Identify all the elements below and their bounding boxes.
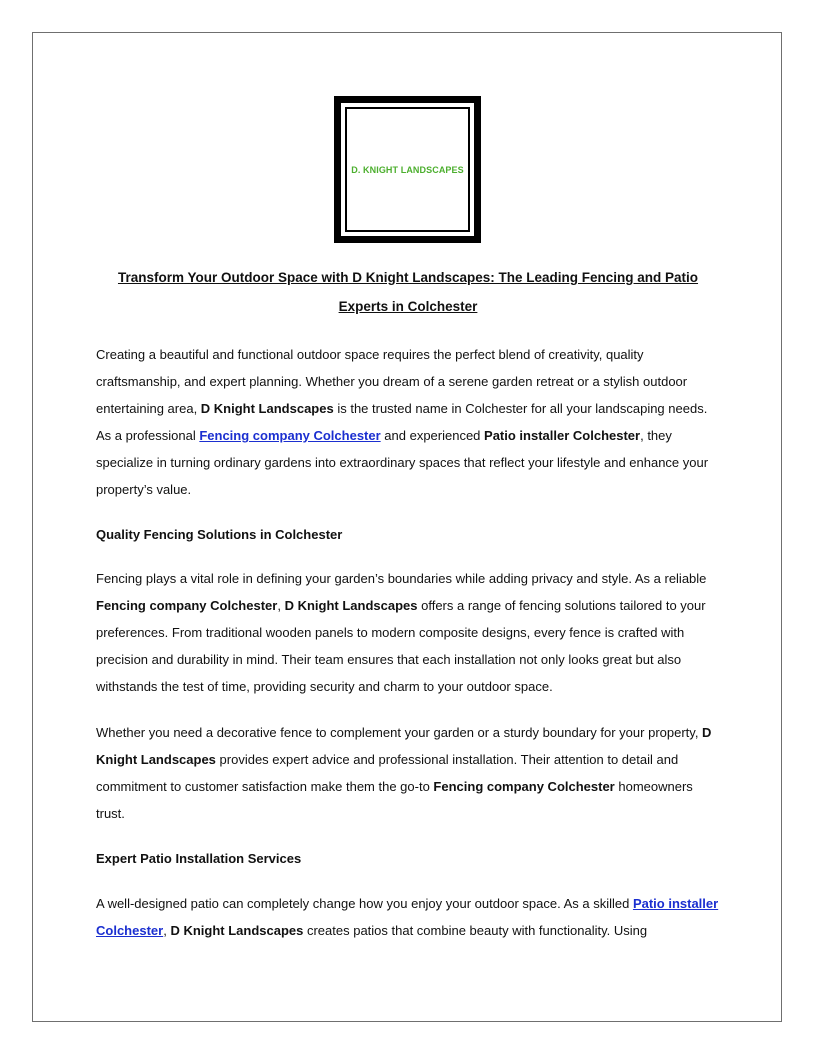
intro-paragraph: Creating a beautiful and functional outdoor space requires the perfect blend of creativity, quality craftsmanship, and expert planning. Whether you dream of a serene garden retreat or a stylish outdoor entertaining area, D Knight Landscapes is the trusted name in Colchester for all your landscaping needs. As a professional Fencing company Colchester and experienced Patio installer Colchester, they specialize in turning ordinary gardens into extraordinary spaces that reflect your lifestyle and enhance your property’s value.	[96, 347, 709, 497]
title-line-2: Experts in Colchester	[338, 299, 478, 314]
logo-text: D. KNIGHT LANDSCAPES	[351, 164, 464, 175]
patio-paragraph: A well-designed patio can completely change how you enjoy your outdoor space. As a skilled Patio installer Colchester, D Knight Landscapes creates patios that combine beauty with functionality. Using	[96, 896, 719, 938]
patio-installer-bold: Patio installer Colchester	[484, 428, 641, 443]
company-logo	[334, 96, 481, 243]
page-title	[96, 263, 720, 321]
section-heading-patio: Expert Patio Installation Services	[96, 851, 302, 866]
fencing-paragraph: Fencing plays a vital role in defining your garden’s boundaries while adding privacy and style. As a reliable Fencing company Colchester, D Knight Landscapes offers a range of fencing solutions tailored to your preferences. From traditional wooden panels to modern composite designs, every fence is crafted with precision and durability in mind. Their team ensures that each installation not only looks great but also withstands the test of time, providing security and charm to your outdoor space.	[96, 571, 707, 694]
brand-name: D Knight Landscapes	[200, 401, 334, 416]
fencing-paragraph-2: Whether you need a decorative fence to complement your garden or a sturdy boundary for your property, D Knight Landscapes provides expert advice and professional installation. Their attention to detail and commitment to customer satisfaction make them the go-to Fencing company Colchester homeowners trust.	[96, 725, 712, 821]
patio-installer-link[interactable]: Patio installer Colchester	[96, 896, 719, 938]
section-heading-fencing: Quality Fencing Solutions in Colchester	[96, 527, 343, 542]
title-line-1: Transform Your Outdoor Space with D Knight Landscapes: The Leading Fencing and Patio	[117, 270, 699, 285]
fencing-company-link[interactable]: Fencing company Colchester	[199, 428, 381, 443]
